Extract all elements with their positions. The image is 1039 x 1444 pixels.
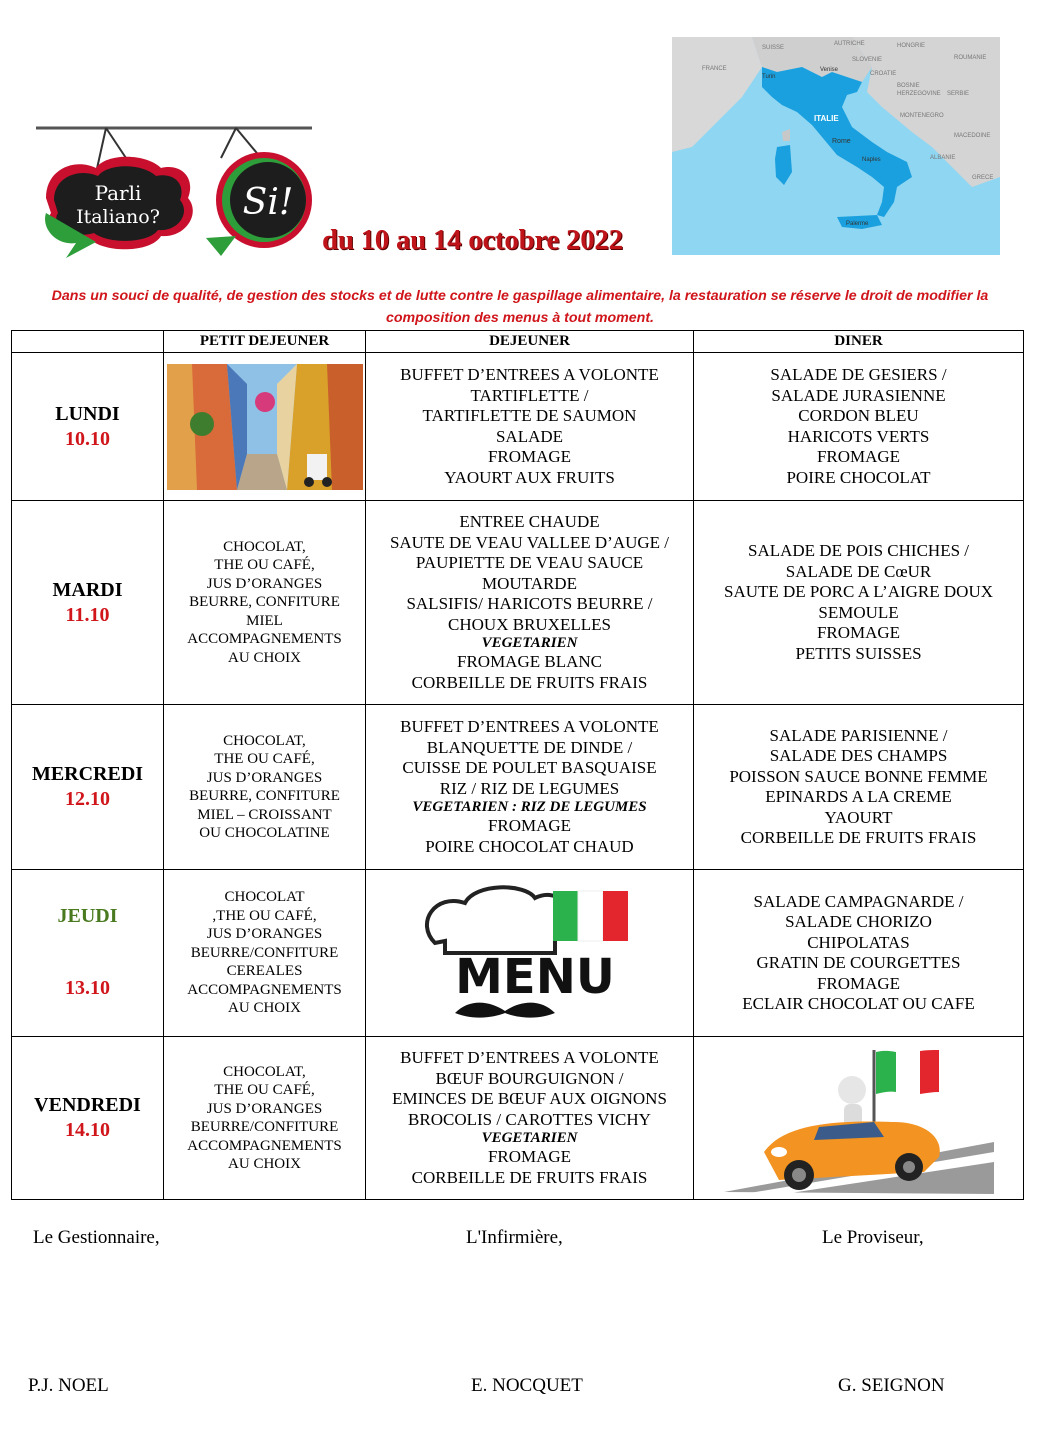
lunch-item: SAUTE DE VEAU VALLEE D’AUGE / xyxy=(389,532,670,552)
map-label-albanie: ALBANIE xyxy=(930,155,956,161)
day-date: 12.10 xyxy=(65,788,110,810)
menu-table xyxy=(11,330,1024,1200)
lunch-item: POIRE CHOCOLAT CHAUD xyxy=(425,836,634,856)
breakfast-item: ACCOMPAGNEMENTS xyxy=(187,631,342,648)
dinner-item: SAUTE DE PORC A L’AIGRE DOUX xyxy=(723,582,994,601)
lunch-item: SALADE xyxy=(495,426,564,446)
col-dinner: DINER xyxy=(694,331,1024,353)
day-cell xyxy=(12,705,164,870)
breakfast-cell xyxy=(164,705,366,870)
map-label-palerme: Palerme xyxy=(846,221,869,227)
breakfast-item: CHOCOLAT xyxy=(224,889,305,906)
lunch-cell xyxy=(366,353,694,501)
breakfast-item: OU CHOCOLATINE xyxy=(199,825,330,841)
map-label-france: FRANCE xyxy=(702,66,727,72)
signature-name-seignon: G. SEIGNON xyxy=(838,1375,945,1396)
menu-text: MENU xyxy=(454,949,615,1005)
table-row xyxy=(12,353,1024,501)
map-label-autriche: AUTRICHE xyxy=(834,41,865,47)
map-label-venise: Venise xyxy=(820,67,839,73)
signature-name-nocquet: E. NOCQUET xyxy=(471,1375,583,1396)
street-photo xyxy=(167,364,363,490)
map-label-slovenie: SLOVENIE xyxy=(852,57,883,63)
col-breakfast: PETIT DEJEUNER xyxy=(164,331,366,353)
breakfast-item: MIEL xyxy=(246,612,283,629)
breakfast-item: MIEL – CROISSANT xyxy=(197,806,332,823)
map-label-rome: Rome xyxy=(832,138,851,145)
breakfast-cell xyxy=(164,870,366,1037)
dinner-cell xyxy=(694,353,1024,501)
map-label-grece: GRECE xyxy=(972,175,994,181)
dinner-item: POISSON SAUCE BONNE FEMME xyxy=(729,766,988,786)
signature-name-noel: P.J. NOEL xyxy=(28,1375,109,1396)
day-name: MARDI xyxy=(52,578,123,601)
signature-role-infirmiere: L'Infirmière, xyxy=(466,1227,563,1248)
lunch-item: YAOURT AUX FRUITS xyxy=(444,467,615,487)
breakfast-cell xyxy=(164,1037,366,1200)
day-name: LUNDI xyxy=(55,402,120,425)
breakfast-item: AU CHOIX xyxy=(228,649,301,666)
dinner-item: GRATIN DE COURGETTES xyxy=(756,953,961,972)
lunch-item: FROMAGE xyxy=(487,447,572,466)
day-date: 11.10 xyxy=(65,603,110,626)
chef-menu-illustration xyxy=(415,883,645,1023)
dinner-item: SEMOULE xyxy=(818,602,899,622)
dinner-item: HARICOTS VERTS xyxy=(787,426,930,446)
table-row xyxy=(12,705,1024,870)
lunch-item: CUISSE DE POULET BASQUAISE xyxy=(402,758,657,777)
breakfast-item: BEURRE/CONFITURE xyxy=(190,1119,339,1135)
lunch-item: FROMAGE BLANC xyxy=(457,652,602,671)
map-label-montenegro: MONTENEGRO xyxy=(900,113,944,119)
day-name: MERCREDI xyxy=(31,763,144,785)
dinner-item: FROMAGE xyxy=(816,973,901,993)
map-label-naples: Naples xyxy=(862,157,881,163)
lunch-item: RIZ / RIZ DE LEGUMES xyxy=(439,778,620,798)
dinner-item: SALADE PARISIENNE / xyxy=(769,725,948,745)
col-lunch: DEJEUNER xyxy=(366,331,694,353)
day-cell xyxy=(12,870,164,1037)
day-date: 13.10 xyxy=(65,977,110,999)
table-row xyxy=(12,1037,1024,1200)
vegetarian-label: VEGETARIEN xyxy=(481,1130,578,1146)
map-label-suisse: SUISSE xyxy=(762,45,785,51)
breakfast-item: BEURRE, CONFITURE xyxy=(189,788,340,804)
italy-map xyxy=(672,37,1000,255)
table-row xyxy=(12,870,1024,1037)
day-name: JEUDI xyxy=(57,905,118,927)
breakfast-item: ACCOMPAGNEMENTS xyxy=(187,1137,342,1154)
breakfast-item: BEURRE, CONFITURE xyxy=(189,594,340,611)
lunch-item: TARTIFLETTE DE SAUMON xyxy=(422,406,637,425)
car-flag-illustration xyxy=(724,1042,994,1194)
dinner-item: PETITS SUISSES xyxy=(795,643,922,663)
map-label-macedoine: MACEDOINE xyxy=(954,133,991,139)
day-cell xyxy=(12,353,164,501)
breakfast-item: BEURRE/CONFITURE xyxy=(190,944,339,961)
dinner-item: ECLAIR CHOCOLAT OU CAFE xyxy=(742,994,975,1013)
breakfast-item: THE OU CAFÉ, xyxy=(214,1082,315,1098)
breakfast-cell xyxy=(164,353,366,501)
lunch-item: ENTREE CHAUDE xyxy=(459,512,600,531)
lunch-cell xyxy=(366,501,694,705)
logo-text-3: Si! xyxy=(242,182,294,223)
dinner-item: SALADE DE CœUR xyxy=(785,561,932,581)
dinner-item: SALADE DE POIS CHICHES / xyxy=(747,541,970,560)
logo-text-1: Parli xyxy=(94,181,142,205)
lunch-item: BLANQUETTE DE DINDE / xyxy=(426,737,633,757)
signature-role-gestionnaire: Le Gestionnaire, xyxy=(33,1227,160,1248)
dinner-item: CHIPOLATAS xyxy=(807,932,910,952)
lunch-item: CHOUX BRUXELLES xyxy=(448,614,611,634)
lunch-item: BUFFET D’ENTREES A VOLONTE xyxy=(400,717,659,736)
map-label-serbie: SERBIE xyxy=(947,91,970,97)
dinner-cell xyxy=(694,501,1024,705)
breakfast-item: JUS D’ORANGES xyxy=(206,575,323,592)
lunch-cell xyxy=(366,1037,694,1200)
lunch-item: CORBEILLE DE FRUITS FRAIS xyxy=(411,1167,648,1187)
dinner-cell xyxy=(694,1037,1024,1200)
lunch-item: TARTIFLETTE / xyxy=(470,385,589,405)
parli-italiano-logo xyxy=(36,118,312,258)
lunch-item: BROCOLIS / CAROTTES VICHY xyxy=(408,1109,651,1129)
dinner-item: SALADE DE GESIERS / xyxy=(770,365,947,384)
breakfast-item: CHOCOLAT, xyxy=(223,538,306,555)
day-date: 10.10 xyxy=(65,427,110,450)
dinner-item: YAOURT xyxy=(824,807,893,827)
breakfast-item: AU CHOIX xyxy=(228,1156,301,1172)
table-row xyxy=(12,501,1024,705)
dinner-cell xyxy=(694,870,1024,1037)
empty-header-cell xyxy=(12,331,164,353)
lunch-item: BŒUF BOURGUIGNON / xyxy=(435,1068,624,1088)
dinner-item: FROMAGE xyxy=(816,447,901,466)
map-label-roumanie: ROUMANIE xyxy=(954,55,987,61)
signature-role-proviseur: Le Proviseur, xyxy=(822,1227,924,1248)
day-cell xyxy=(12,1037,164,1200)
dinner-item: EPINARDS A LA CREME xyxy=(765,787,952,806)
lunch-item: BUFFET D’ENTREES A VOLONTE xyxy=(400,1048,659,1067)
breakfast-item: ,THE OU CAFÉ, xyxy=(212,907,317,924)
dinner-item: SALADE CAMPAGNARDE / xyxy=(753,891,964,911)
breakfast-item: CEREALES xyxy=(226,963,303,980)
dinner-item: FROMAGE xyxy=(816,623,901,642)
dinner-item: SALADE JURASIENNE xyxy=(771,385,946,405)
lunch-item: CORBEILLE DE FRUITS FRAIS xyxy=(411,672,648,692)
breakfast-item: AU CHOIX xyxy=(228,1000,301,1017)
notice-text: Dans un souci de qualité, de gestion des stocks et de lutte contre le gaspillage alimentaire, la restauration se réserve le droit de modifier la composition des menus à tout moment. xyxy=(51,288,989,326)
map-label-herzegovine: HERZEGOVINE xyxy=(897,91,941,97)
map-label-croatie: CROATIE xyxy=(870,71,897,77)
page-title: du 10 au 14 octobre 2022 xyxy=(322,224,623,256)
dinner-cell xyxy=(694,705,1024,870)
lunch-item: MOUTARDE xyxy=(482,573,577,593)
lunch-cell xyxy=(366,870,694,1037)
dinner-item: CORDON BLEU xyxy=(798,406,919,425)
day-cell xyxy=(12,501,164,705)
vegetarian-label: VEGETARIEN : RIZ DE LEGUMES xyxy=(412,799,647,815)
breakfast-item: CHOCOLAT, xyxy=(223,1063,306,1080)
lunch-item: EMINCES DE BŒUF AUX OIGNONS xyxy=(392,1089,667,1108)
breakfast-item: JUS D’ORANGES xyxy=(206,769,323,786)
dinner-item: SALADE CHORIZO xyxy=(785,912,932,931)
lunch-item: FROMAGE xyxy=(487,1147,572,1166)
breakfast-item: JUS D’ORANGES xyxy=(206,1100,323,1117)
dinner-item: SALADE DES CHAMPS xyxy=(769,746,948,765)
header-row xyxy=(12,331,1024,353)
breakfast-item: THE OU CAFÉ, xyxy=(214,557,315,574)
lunch-item: FROMAGE xyxy=(487,816,572,835)
day-date: 14.10 xyxy=(65,1119,110,1141)
map-label-hongrie: HONGRIE xyxy=(897,43,926,49)
lunch-cell xyxy=(366,705,694,870)
dinner-item: CORBEILLE DE FRUITS FRAIS xyxy=(740,828,977,847)
lunch-item: PAUPIETTE DE VEAU SAUCE xyxy=(415,553,644,572)
map-label-bosnie: BOSNIE xyxy=(897,83,920,89)
breakfast-item: JUS D’ORANGES xyxy=(206,926,323,943)
lunch-item: SALSIFIS/ HARICOTS BEURRE / xyxy=(406,594,653,613)
vegetarian-label: VEGETARIEN xyxy=(481,635,578,651)
breakfast-item: CHOCOLAT, xyxy=(223,732,306,749)
map-label-turin: Turin xyxy=(762,74,776,80)
day-name: VENDREDI xyxy=(34,1094,141,1116)
logo-text-2: Italiano? xyxy=(76,206,160,228)
breakfast-item: ACCOMPAGNEMENTS xyxy=(187,981,342,998)
breakfast-cell xyxy=(164,501,366,705)
breakfast-item: THE OU CAFÉ, xyxy=(214,751,315,767)
map-label-italie: ITALIE xyxy=(814,114,839,123)
dinner-item: POIRE CHOCOLAT xyxy=(786,467,931,487)
lunch-item: BUFFET D’ENTREES A VOLONTE xyxy=(400,365,659,384)
